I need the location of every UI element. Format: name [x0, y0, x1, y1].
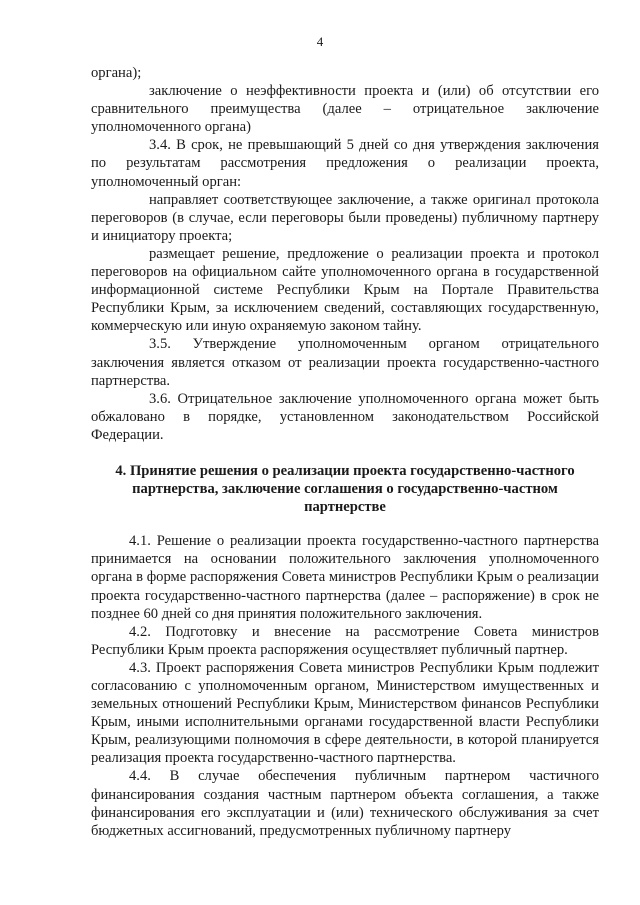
paragraph-4-2: 4.2. Подготовку и внесение на рассмотрение Совета министров Республики Крым проекта распоряжения осуществляет публичный партнер.: [91, 623, 599, 658]
paragraph-p4: направляет соответствующее заключение, а также оригинал протокола переговоров (в случае, если переговоры были проведены) публичному партнеру и инициатору проекта;: [91, 191, 599, 244]
paragraph-3-4: 3.4. В срок, не превышающий 5 дней со дня утверждения заключения по результатам рассмотрения предложения о реализации проекта, уполномоченный орган:: [91, 137, 599, 190]
paragraph-3-5: 3.5. Утверждение уполномоченным органом отрицательного заключения является отказом от реализации проекта государственно-частного партнерства.: [91, 336, 599, 389]
section-heading: 4. Принятие решения о реализации проекта государственно-частного партнерства, заключение соглашения о государственно-частном партнерстве: [115, 462, 575, 516]
paragraph-4-4: 4.4. В случае обеспечения публичным партнером частичного финансирования создания частным партнером объекта соглашения, а также финансирования его эксплуатации и (или) технического обслуживания за счет бюджетных ассигнований, предусмотренных публичному партнеру: [91, 768, 599, 839]
paragraph-3-6: 3.6. Отрицательное заключение уполномоченного органа может быть обжаловано в порядке, установленном законодательством Российской Федерации.: [91, 390, 599, 443]
paragraph-p5: размещает решение, предложение о реализации проекта и протокол переговоров на официальном сайте уполномоченного органа в государственной информационной системе Республики Крым на Портале Правительства Республики Крым, за исключением сведений, составляющих государственную, коммерческую или иную охраняемую законом тайну.: [91, 245, 599, 335]
paragraph-4-1: 4.1. Решение о реализации проекта государственно-частного партнерства принимается на основании положительного заключения уполномоченного органа в форме распоряжения Совета министров Республики Крым о реализации проекта государственно-частного партнерства (далее – распоряжение) в срок не позднее 60 дней со дня принятия положительного заключения.: [91, 533, 599, 622]
page-number: 4: [316, 34, 324, 49]
paragraph-p1: органа);: [91, 65, 142, 81]
paragraph-4-3: 4.3. Проект распоряжения Совета министров Республики Крым подлежит согласованию с уполномоченным органом, Министерством имущественных и земельных отношений Республики Крым, Министерством финансов Республики Крым, иными исполнительными органами государственной власти Республики Крым, реализующими полномочия в сфере деятельности, в которой планируется реализация проекта государственно-частного партнерства.: [91, 659, 599, 767]
paragraph-p2: заключение о неэффективности проекта и (или) об отсутствии его сравнительного преимущества (далее – отрицательное заключение уполномоченного органа): [91, 83, 599, 136]
document-body: [91, 64, 599, 840]
